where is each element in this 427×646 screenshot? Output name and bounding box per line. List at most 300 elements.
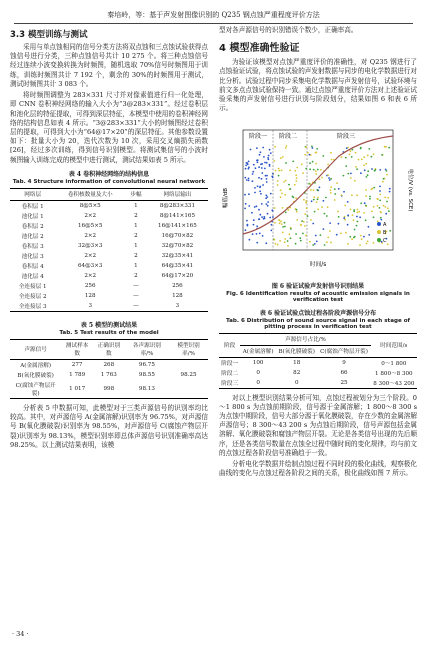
signal-point <box>281 223 283 225</box>
signal-point <box>300 239 302 241</box>
table-header: 卷积核数量及大小 <box>55 188 125 200</box>
table-cell: 1 800～8 300 <box>375 370 413 377</box>
signal-point <box>283 181 285 183</box>
table-row <box>10 370 208 380</box>
signal-point <box>266 181 268 183</box>
signal-point <box>269 163 271 165</box>
signal-point <box>311 145 313 147</box>
signal-point <box>309 153 311 155</box>
table-cell: C(腐蚀产物层开裂) <box>15 382 56 397</box>
signal-point <box>313 168 315 170</box>
section-heading-3-3: 3.3 模型训练与测试 <box>10 30 88 40</box>
table-cell: 卷积层 4 <box>21 263 44 270</box>
signal-point <box>380 218 382 220</box>
table-cell: 阶段三 <box>221 380 239 387</box>
signal-point <box>282 226 284 228</box>
signal-point <box>300 223 302 225</box>
signal-point <box>319 186 321 188</box>
table-cell: 128 <box>84 292 96 299</box>
signal-point <box>265 197 267 199</box>
signal-point <box>325 196 327 198</box>
signal-point <box>359 244 361 246</box>
signal-point <box>347 201 349 203</box>
signal-point <box>278 174 280 176</box>
signal-point <box>327 236 329 238</box>
signal-point <box>381 154 383 156</box>
signal-point <box>312 147 314 149</box>
signal-point <box>259 186 261 188</box>
signal-point <box>284 193 286 195</box>
signal-point <box>323 199 325 201</box>
signal-point <box>312 244 314 246</box>
table-cell: 96.75 <box>138 361 155 368</box>
signal-point <box>330 177 332 179</box>
signal-point <box>387 243 389 245</box>
table-cell: A(金属溶解) <box>20 362 52 369</box>
signal-point <box>305 167 307 169</box>
signal-point <box>274 243 276 245</box>
signal-point <box>270 192 272 194</box>
signal-point <box>329 230 331 232</box>
signal-point <box>272 172 274 174</box>
signal-point <box>369 197 371 199</box>
table-cell: 0 <box>256 379 260 386</box>
paragraph: 分析电化学数据并绘制点蚀过程不同时段的极化曲线，观察极化曲线的变化与点蚀过程各阶段之间的关系，极化曲线如图 7 所示。 <box>219 460 417 478</box>
signal-point <box>354 179 356 181</box>
signal-point <box>357 208 359 210</box>
signal-point <box>281 192 283 194</box>
signal-point <box>251 211 253 213</box>
signal-point <box>321 176 323 178</box>
table-header: 步幅 <box>125 188 147 200</box>
signal-point <box>334 188 336 190</box>
table-cell: 卷积层 1 <box>21 203 44 210</box>
stage-label: 阶段一 <box>249 132 268 140</box>
table-cell: 98.55 <box>138 371 155 378</box>
table-cell: 64@35×41 <box>161 262 194 269</box>
page-number: · 34 · <box>12 630 29 638</box>
signal-point <box>267 201 269 203</box>
table-cell: 1 <box>134 202 138 209</box>
signal-point <box>336 233 338 235</box>
signal-point <box>244 176 246 178</box>
signal-point <box>259 190 261 192</box>
table-cell: 16@70×82 <box>161 232 194 239</box>
signal-point <box>296 166 298 168</box>
signal-point <box>246 179 248 181</box>
signal-point <box>385 206 387 208</box>
signal-point <box>267 212 269 214</box>
signal-point <box>368 234 370 236</box>
signal-point <box>289 169 291 171</box>
signal-point <box>383 178 385 180</box>
table-cell: 277 <box>71 361 83 368</box>
signal-point <box>261 172 263 174</box>
signal-point <box>353 219 355 221</box>
signal-point <box>373 186 375 188</box>
signal-point <box>296 208 298 210</box>
table-cell: 3 <box>175 302 180 309</box>
table-cell: 8@5×5 <box>79 202 101 209</box>
signal-point <box>358 158 360 160</box>
signal-point <box>343 217 345 219</box>
signal-point <box>278 219 280 221</box>
signal-point <box>268 154 270 156</box>
signal-point <box>330 192 332 194</box>
signal-point <box>248 193 250 195</box>
signal-point <box>365 204 367 206</box>
table-row <box>219 378 417 389</box>
table-row <box>10 251 208 261</box>
signal-point <box>365 162 367 164</box>
signal-point <box>347 243 349 245</box>
signal-point <box>268 158 270 160</box>
signal-point <box>368 148 370 150</box>
signal-point <box>250 148 252 150</box>
signal-point <box>360 146 362 148</box>
signal-point <box>290 228 292 230</box>
stage-label: 阶段二 <box>279 132 298 140</box>
table-cell: 2×2 <box>84 252 97 259</box>
signal-point <box>256 233 258 235</box>
signal-point <box>349 235 351 237</box>
signal-point <box>309 168 311 170</box>
signal-point <box>266 161 268 163</box>
signal-point <box>313 198 315 200</box>
signal-point <box>280 189 282 191</box>
signal-point <box>278 167 280 169</box>
signal-point <box>385 145 387 147</box>
figure-6 <box>219 116 417 281</box>
signal-point <box>350 150 352 152</box>
signal-point <box>315 170 317 172</box>
signal-point <box>373 216 375 218</box>
table-header: 网络层输出 <box>147 188 208 200</box>
signal-point <box>314 243 316 245</box>
table-cell <box>169 380 208 399</box>
signal-point <box>277 243 279 245</box>
signal-point <box>282 231 284 233</box>
signal-point <box>373 205 375 207</box>
table-cell: 2 <box>134 212 138 219</box>
paragraph: 对以上模型识别结果分析可知，点蚀过程被划分为三个阶段。0～1 800 s 为点蚀前期阶段，信号源于金属溶解；1 800～8 300 s 为点蚀中期阶段，信号大部分源于氧化膜破裂，存在少数的金属溶解声源信号；8 300～43 200 s 为点蚀后期阶段，信号声源包括金属溶解、氧化膜破裂和腐蚀产物层开裂。无论是各类信号出现的先后顺序，还是各类信号数量在点蚀全过程中随时间的变化规律，均与前文的点蚀过程各阶段信号准确趋于一致。 <box>219 393 417 457</box>
signal-point <box>340 232 342 234</box>
table-cell: 0 <box>294 379 299 386</box>
signal-point <box>316 201 318 203</box>
signal-point <box>377 220 379 222</box>
table-cell: 2 <box>134 272 138 279</box>
table-cell: 32@35×41 <box>161 252 194 259</box>
signal-point <box>326 241 328 243</box>
table-cell: 64@17×20 <box>161 272 194 279</box>
signal-point <box>273 160 275 162</box>
table-row <box>10 271 208 281</box>
signal-point <box>365 189 367 191</box>
signal-point <box>371 210 373 212</box>
table-row <box>10 281 208 291</box>
table-cell: 256 <box>172 282 183 289</box>
signal-point <box>274 221 276 223</box>
signal-point <box>253 223 255 225</box>
signal-point <box>380 211 382 213</box>
table-row <box>219 357 417 368</box>
signal-point <box>367 170 369 172</box>
table-cell: 卷积层 2 <box>21 223 44 230</box>
signal-point <box>296 210 298 212</box>
signal-point <box>302 172 304 174</box>
signal-point <box>330 189 332 191</box>
signal-point <box>312 222 314 224</box>
signal-point <box>256 205 258 207</box>
signal-point <box>256 225 258 227</box>
signal-point <box>246 219 248 221</box>
signal-point <box>288 209 290 211</box>
signal-point <box>336 182 338 184</box>
signal-point <box>347 214 349 216</box>
signal-point <box>301 163 303 165</box>
signal-point <box>303 221 305 223</box>
signal-point <box>344 218 346 220</box>
signal-point <box>373 242 375 244</box>
signal-point <box>324 244 326 246</box>
signal-point <box>309 240 311 242</box>
signal-point <box>377 205 379 207</box>
signal-point <box>295 180 297 182</box>
signal-point <box>347 172 349 174</box>
signal-point <box>277 184 279 186</box>
signal-point <box>374 169 376 171</box>
table-group-header: 声源信号占比/% <box>240 333 370 345</box>
table-cell: 256 <box>84 282 96 289</box>
signal-point <box>305 200 307 202</box>
signal-point <box>306 207 308 209</box>
signal-point <box>252 173 254 175</box>
signal-point <box>259 213 261 215</box>
signal-point <box>262 184 264 186</box>
signal-point <box>275 169 277 171</box>
signal-point <box>270 229 272 231</box>
signal-point <box>285 162 287 164</box>
signal-point <box>305 234 307 236</box>
signal-point <box>329 222 331 224</box>
table-cell: — <box>133 302 139 309</box>
signal-point <box>280 220 282 222</box>
legend-label: B <box>383 229 387 236</box>
x-axis-label: 时间/s <box>309 261 327 268</box>
stage-label: 阶段三 <box>337 132 356 140</box>
table-header: 声源信号 <box>10 339 61 359</box>
table-row <box>10 221 208 231</box>
signal-point <box>311 200 313 202</box>
signal-point <box>380 216 382 218</box>
signal-point <box>280 157 282 159</box>
signal-point <box>327 206 329 208</box>
signal-point <box>345 231 347 233</box>
signal-point <box>327 174 329 176</box>
signal-point <box>347 223 349 225</box>
signal-point <box>357 220 359 222</box>
signal-point <box>305 146 307 148</box>
signal-point <box>365 195 367 197</box>
table-cell: 100 <box>252 359 264 366</box>
signal-point <box>379 207 381 209</box>
signal-point <box>286 145 288 147</box>
signal-point <box>257 185 259 187</box>
signal-point <box>253 163 255 165</box>
signal-point <box>258 176 260 178</box>
signal-point <box>356 194 358 196</box>
signal-point <box>247 224 249 226</box>
signal-point <box>266 174 268 176</box>
signal-point <box>285 211 287 213</box>
signal-point <box>295 233 297 235</box>
signal-point <box>288 233 290 235</box>
table-cell: 2 <box>134 252 138 259</box>
signal-point <box>257 161 259 163</box>
signal-point <box>285 147 287 149</box>
table5-caption-en: Tab. 5 Test results of the model <box>59 329 159 336</box>
table-cell: 池化层 3 <box>21 253 44 260</box>
signal-point <box>366 176 368 178</box>
signal-point <box>304 153 306 155</box>
signal-point <box>244 193 246 195</box>
signal-point <box>387 196 389 198</box>
signal-point <box>262 146 264 148</box>
signal-point <box>363 235 365 237</box>
table-cell: 卷积层 3 <box>21 243 44 250</box>
table-cell: 2×2 <box>84 272 97 279</box>
signal-point <box>272 210 274 212</box>
signal-point <box>252 233 254 235</box>
table-cell: 2×2 <box>84 212 97 219</box>
signal-point <box>367 154 369 156</box>
table-cell: 32@70×82 <box>161 242 194 249</box>
figure6-caption-en: Fig. 6 Identification results of acoustic emission signals in verification test <box>226 290 410 303</box>
table-cell: 18 <box>293 359 301 366</box>
signal-point <box>334 199 336 201</box>
table-cell: 268 <box>103 361 115 368</box>
signal-point <box>279 222 281 224</box>
signal-point <box>274 145 276 147</box>
signal-point <box>331 158 333 160</box>
signal-point <box>352 214 354 216</box>
signal-point <box>326 215 328 217</box>
table-cell: 98.25 <box>180 371 197 378</box>
signal-point <box>330 151 332 153</box>
table6-caption: 表 6 验证试验点蚀过程各阶段声源信号分布 <box>259 309 377 317</box>
signal-point <box>356 215 358 217</box>
signal-point <box>386 170 388 172</box>
signal-point <box>284 221 286 223</box>
table-header: 网络层 <box>10 188 55 200</box>
signal-point <box>278 169 280 171</box>
left-column <box>10 26 208 452</box>
signal-point <box>360 172 362 174</box>
table-cell: 池化层 1 <box>21 213 44 220</box>
signal-point <box>338 188 340 190</box>
signal-point <box>389 229 391 231</box>
paragraph: 型对各声源信号的识别错误个数少，正确率高。 <box>219 26 358 34</box>
y-axis-label-left: 幅值/dB <box>223 187 229 208</box>
signal-point <box>260 163 262 165</box>
legend-dot-a <box>377 222 381 226</box>
signal-point <box>341 194 343 196</box>
table5 <box>10 339 208 399</box>
table-row <box>10 261 208 271</box>
table-header: A(金属溶解) <box>240 345 276 357</box>
signal-point <box>359 216 361 218</box>
signal-point <box>284 238 286 240</box>
signal-point <box>264 167 266 169</box>
signal-point <box>320 169 322 171</box>
signal-point <box>350 172 352 174</box>
signal-point <box>302 232 304 234</box>
signal-point <box>329 179 331 181</box>
table-cell: 64@3×3 <box>77 262 103 269</box>
signal-point <box>259 232 261 234</box>
signal-point <box>338 216 340 218</box>
table-cell: 8 300～43 200 <box>373 380 415 387</box>
table-row <box>219 368 417 378</box>
signal-point <box>288 183 290 185</box>
table-cell: 8@283×331 <box>159 202 196 209</box>
y-axis-label-right: 电位/V (vs. SCE) <box>407 167 413 212</box>
signal-point <box>284 241 286 243</box>
table-row <box>10 301 208 312</box>
signal-point <box>377 198 379 200</box>
signal-point <box>356 211 358 213</box>
table-row <box>10 231 208 241</box>
figure6-caption: 图 6 验证试验声发射信号识别结果 <box>271 282 365 290</box>
signal-point <box>258 166 260 168</box>
signal-point <box>256 147 258 149</box>
signal-point <box>294 183 296 185</box>
signal-point <box>303 198 305 200</box>
signal-point <box>304 225 306 227</box>
signal-point <box>315 173 317 175</box>
table-cell: 16@5×5 <box>77 222 103 229</box>
signal-point <box>252 180 254 182</box>
signal-point <box>346 147 348 149</box>
table6 <box>219 333 417 389</box>
signal-point <box>379 185 381 187</box>
signal-point <box>256 159 258 161</box>
signal-point <box>258 208 260 210</box>
table-cell: 998 <box>103 385 115 392</box>
signal-point <box>267 157 269 159</box>
table-cell: 全连接层 1 <box>18 283 47 290</box>
signal-point <box>310 189 312 191</box>
signal-point <box>330 241 332 243</box>
signal-point <box>350 208 352 210</box>
signal-point <box>320 234 322 236</box>
signal-point <box>292 160 294 162</box>
signal-point <box>284 225 286 227</box>
signal-point <box>307 215 309 217</box>
signal-point <box>367 174 369 176</box>
table-cell: 98.13 <box>138 385 155 392</box>
table4-caption: 表 4 卷积神经网络的结构信息 <box>68 170 150 178</box>
signal-point <box>260 151 262 153</box>
signal-point <box>264 161 266 163</box>
table-row <box>10 241 208 251</box>
table-cell: 1 <box>134 262 138 269</box>
signal-point <box>386 200 388 202</box>
signal-point <box>245 229 247 231</box>
table-cell: 阶段二 <box>221 370 239 377</box>
signal-point <box>295 197 297 199</box>
signal-point <box>270 152 272 154</box>
